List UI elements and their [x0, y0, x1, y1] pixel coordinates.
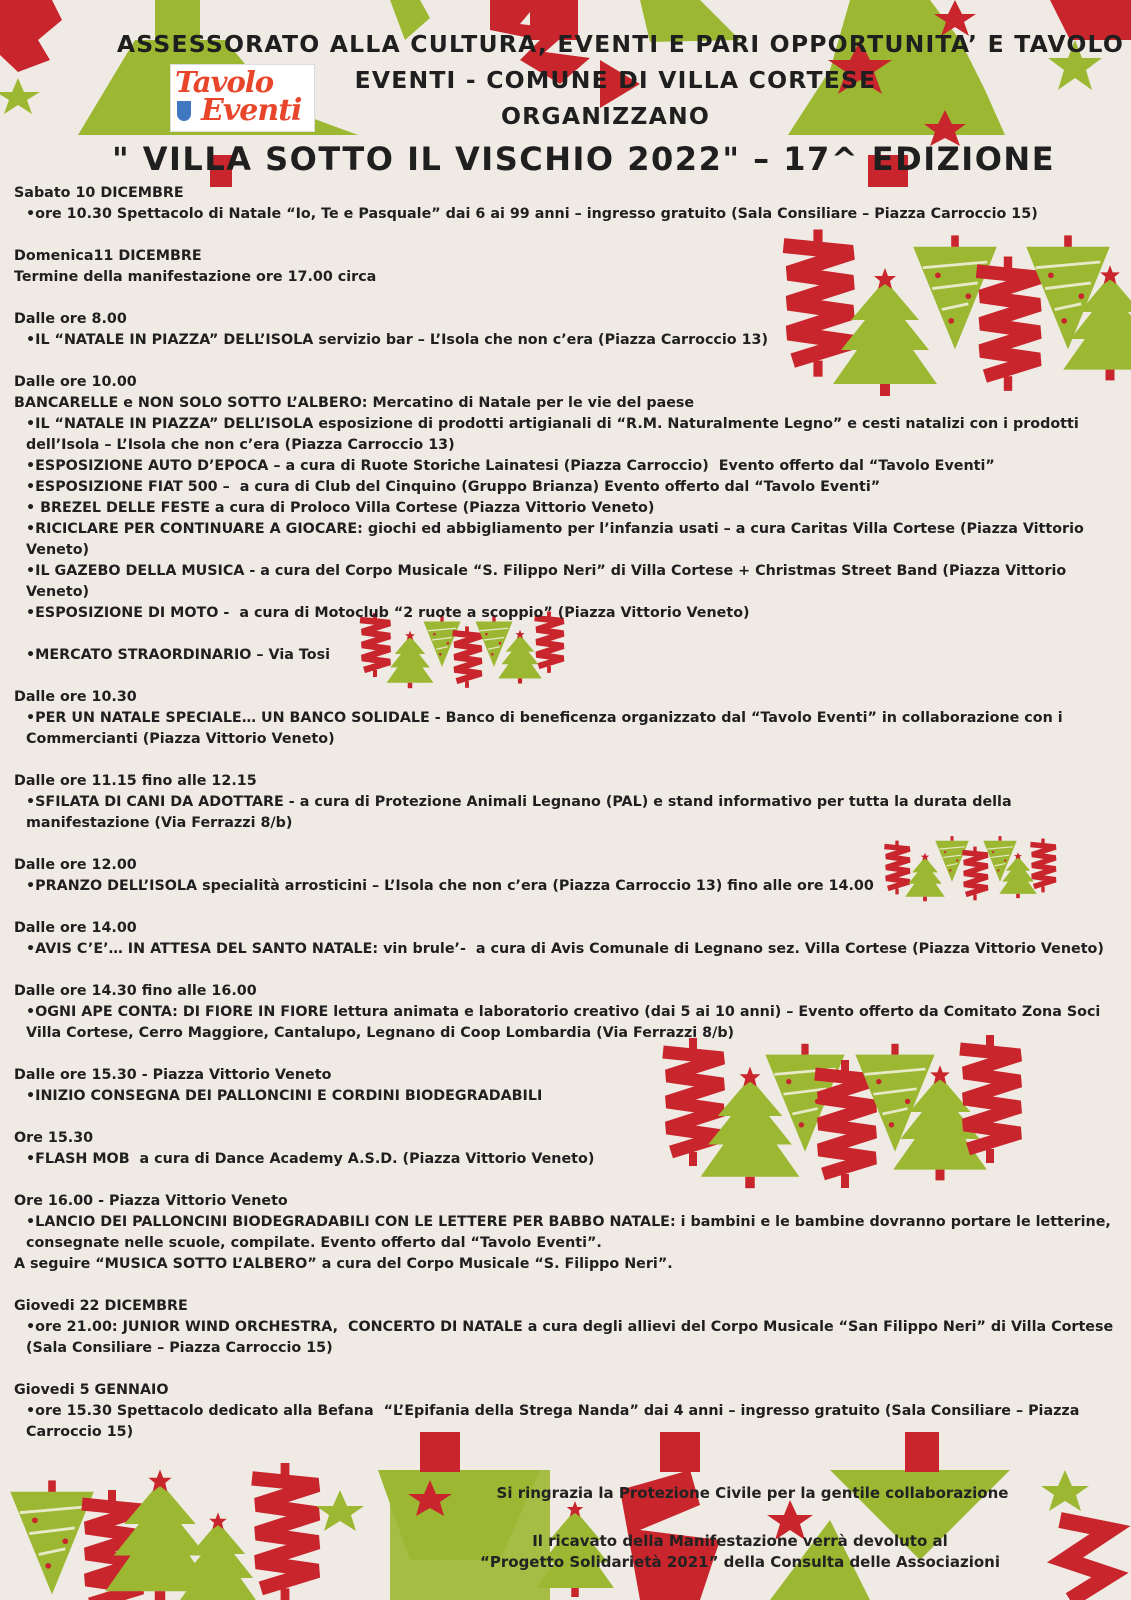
program-item: • RICICLARE PER CONTINUARE A GIOCARE: giochi ed abbigliamento per l’infanzia usati – a cura Caritas Villa Cortese (Piazza Vittorio Veneto) — [14, 519, 1119, 561]
program-heading: Termine della manifestazione ore 17.00 circa — [14, 269, 377, 285]
program-heading: A seguire “MUSICA SOTTO L’ALBERO” a cura del Corpo Musicale “S. Filippo Neri”. — [14, 1256, 673, 1272]
footer-proceeds-1: Il ricavato della Manifestazione verrà devoluto al — [532, 1532, 948, 1550]
program-heading: Dalle ore 14.00 — [14, 920, 137, 936]
program-item: • FLASH MOB a cura di Dance Academy A.S.D. (Piazza Vittorio Veneto) — [14, 1149, 1119, 1170]
program-item: • IL “NATALE IN PIAZZA” DELL’ISOLA servizio bar – L’Isola che non c’era (Piazza Carroccio 13) — [14, 330, 1119, 351]
program-section — [14, 309, 1119, 351]
program-item: • ore 21.00: JUNIOR WIND ORCHESTRA, CONCERTO DI NATALE a cura degli allievi del Corpo Musicale “San Filippo Neri” di Villa Cortese (Sala Consiliare – Piazza Carroccio 15) — [14, 1317, 1119, 1359]
program-section — [14, 771, 1119, 834]
footer-notes — [455, 1483, 1025, 1573]
logo-word-eventi: Eventi — [201, 93, 302, 128]
header-line-3: ORGANIZZANO — [500, 102, 711, 130]
program-section — [14, 1191, 1119, 1275]
program-section — [14, 1380, 1119, 1443]
program-section — [14, 246, 1119, 288]
program-section — [14, 372, 1119, 624]
program-heading: BANCARELLE e NON SOLO SOTTO L’ALBERO: Mercatino di Natale per le vie del paese — [14, 395, 695, 411]
header-line-2: EVENTI - COMUNE DI VILLA CORTESE — [354, 66, 877, 94]
program-section — [14, 1296, 1119, 1359]
program-item: • IL “NATALE IN PIAZZA” DELL’ISOLA esposizione di prodotti artigianali di “R.M. Naturalmente Legno” e cesti natalizi con i prodotti dell’Isola – L’Isola che non c’era (Piazza Carroccio 13) — [14, 414, 1119, 456]
program-heading: Dalle ore 14.30 fino alle 16.00 — [14, 983, 257, 999]
program-heading: Giovedi 5 GENNAIO — [14, 1382, 169, 1398]
program-item: • BREZEL DELLE FESTE a cura di Proloco Villa Cortese (Piazza Vittorio Veneto) — [14, 498, 1119, 519]
program-section — [14, 687, 1119, 750]
program-item: • ESPOSIZIONE FIAT 500 – a cura di Club del Cinquino (Gruppo Brianza) Evento offerto dal “Tavolo Eventi” — [14, 477, 1119, 498]
program-heading: Dalle ore 11.15 fino alle 12.15 — [14, 773, 257, 789]
program-heading: Ore 16.00 - Piazza Vittorio Veneto — [14, 1193, 288, 1209]
program-heading: Giovedi 22 DICEMBRE — [14, 1298, 188, 1314]
header-line-1: ASSESSORATO ALLA CULTURA, EVENTI E PARI OPPORTUNITA’ E TAVOLO — [116, 30, 1125, 58]
event-title: " VILLA SOTTO IL VISCHIO 2022" – 17^ EDIZIONE — [111, 140, 1056, 178]
footer-proceeds-2: “Progetto Solidarietà 2021” della Consulta delle Associazioni — [480, 1553, 1000, 1571]
program-section — [14, 183, 1119, 225]
program-section — [14, 645, 1119, 666]
logo-word-tavolo: Tavolo — [175, 65, 274, 99]
program-heading: Dalle ore 10.00 — [14, 374, 137, 390]
program-heading: Dalle ore 10.30 — [14, 689, 137, 705]
event-program — [14, 183, 1119, 1464]
program-item: • IL GAZEBO DELLA MUSICA - a cura del Corpo Musicale “S. Filippo Neri” di Villa Cortese + Christmas Street Band (Piazza Vittorio Veneto) — [14, 561, 1119, 603]
program-item: • MERCATO STRAORDINARIO – Via Tosi — [14, 645, 1119, 666]
footer-thanks: Si ringrazia la Protezione Civile per la gentile collaborazione — [496, 1484, 1009, 1502]
program-item: • ore 15.30 Spettacolo dedicato alla Befana “L’Epifania della Strega Nanda” dai 4 anni – ingresso gratuito (Sala Consiliare – Piazza Carroccio 15) — [14, 1401, 1119, 1443]
program-item: • SFILATA DI CANI DA ADOTTARE - a cura di Protezione Animali Legnano (PAL) e stand informativo per tutta la durata della manifestazione (Via Ferrazzi 8/b) — [14, 792, 1119, 834]
program-heading: Dalle ore 12.00 — [14, 857, 137, 873]
program-heading: Domenica11 DICEMBRE — [14, 248, 202, 264]
program-item: • INIZIO CONSEGNA DEI PALLONCINI E CORDINI BIODEGRADABILI — [14, 1086, 1119, 1107]
program-section — [14, 981, 1119, 1044]
program-item: • ore 10.30 Spettacolo di Natale “Io, Te e Pasquale” dai 6 ai 99 anni – ingresso gratuito (Sala Consiliare – Piazza Carroccio 15) — [14, 204, 1119, 225]
program-section — [14, 1065, 1119, 1107]
program-item: • ESPOSIZIONE AUTO D’EPOCA – a cura di Ruote Storiche Lainatesi (Piazza Carroccio) Evento offerto dal “Tavolo Eventi” — [14, 456, 1119, 477]
program-section — [14, 855, 1119, 897]
program-heading: Sabato 10 DICEMBRE — [14, 185, 184, 201]
program-item: • OGNI APE CONTA: DI FIORE IN FIORE lettura animata e laboratorio creativo (dai 5 ai 10 anni) – Evento offerto da Comitato Zona Soci Villa Cortese, Cerro Maggiore, Cantalupo, Legnano di Coop Lombardia (Via Ferrazzi 8/b) — [14, 1002, 1119, 1044]
program-item: • PRANZO DELL’ISOLA specialità arrosticini – L’Isola che non c’era (Piazza Carroccio 13) fino alle ore 14.00 — [14, 876, 1119, 897]
program-item: • LANCIO DEI PALLONCINI BIODEGRADABILI CON LE LETTERE PER BABBO NATALE: i bambini e le bambine dovranno portare le letterine, consegnate nelle scuole, compilate. Evento offerto dal “Tavolo Eventi”. — [14, 1212, 1119, 1254]
program-item: • AVIS C’E’… IN ATTESA DEL SANTO NATALE: vin brule’- a cura di Avis Comunale di Legnano sez. Villa Cortese (Piazza Vittorio Veneto) — [14, 939, 1119, 960]
program-section — [14, 918, 1119, 960]
program-heading: Ore 15.30 — [14, 1130, 94, 1146]
program-heading: Dalle ore 15.30 - Piazza Vittorio Veneto — [14, 1067, 332, 1083]
program-section — [14, 1128, 1119, 1170]
program-item: • PER UN NATALE SPECIALE… UN BANCO SOLIDALE - Banco di beneficenza organizzato dal “Tavolo Eventi” in collaborazione con i Commercianti (Piazza Vittorio Veneto) — [14, 708, 1119, 750]
program-heading: Dalle ore 8.00 — [14, 311, 127, 327]
program-item: • ESPOSIZIONE DI MOTO - a cura di Motoclub “2 ruote a scoppio” (Piazza Vittorio Veneto) — [14, 603, 1119, 624]
